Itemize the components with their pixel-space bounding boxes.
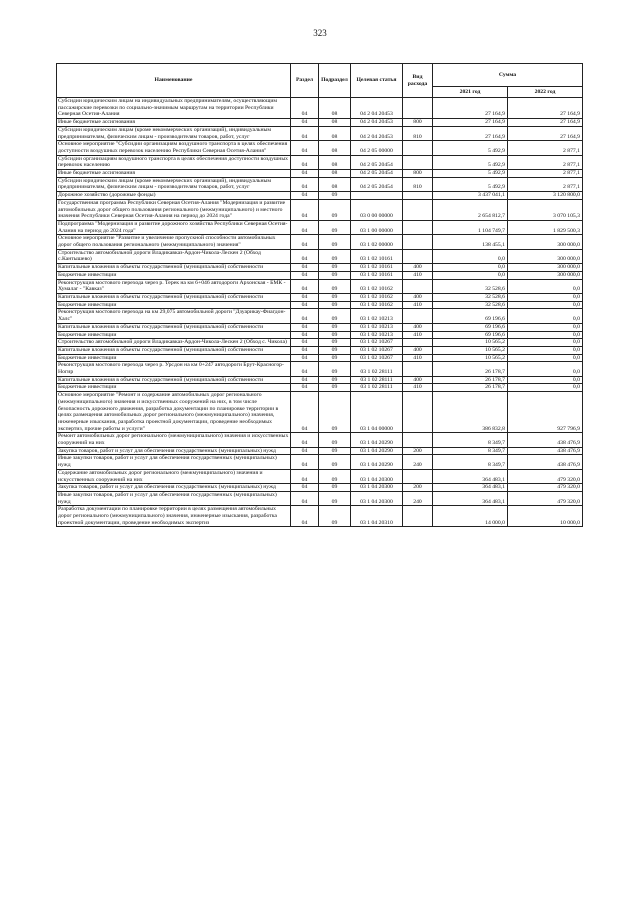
row-sum-2021: 138 455,1 — [433, 235, 508, 249]
row-sum-2021: 5 492,9 — [433, 170, 508, 178]
row-section: 04 — [291, 141, 319, 155]
table-row — [57, 331, 583, 339]
row-sum-2021: 386 832,8 — [433, 392, 508, 433]
row-subsection: 09 — [319, 354, 351, 362]
row-target: 03 1 02 10213 — [351, 331, 403, 339]
row-subsection: 08 — [319, 126, 351, 140]
row-sum-2021: 69 196,6 — [433, 331, 508, 339]
row-subsection: 08 — [319, 177, 351, 191]
row-expense-type: 400 — [403, 264, 433, 272]
row-subsection: 08 — [319, 119, 351, 127]
row-sum-2021: 14 000,0 — [433, 506, 508, 527]
row-section: 04 — [291, 126, 319, 140]
row-sum-2022: 0,0 — [508, 309, 583, 323]
row-section: 04 — [291, 447, 319, 455]
row-sum-2022: 3 120 800,0 — [508, 192, 583, 200]
table-row — [57, 220, 583, 234]
header-sum: Сумма — [433, 64, 583, 87]
row-expense-type: 200 — [403, 447, 433, 455]
row-target: 03 1 02 10213 — [351, 309, 403, 323]
row-expense-type: 410 — [403, 354, 433, 362]
row-subsection: 09 — [319, 192, 351, 200]
row-subsection: 09 — [319, 331, 351, 339]
row-subsection: 09 — [319, 293, 351, 301]
row-name: Строительство автомобильной дороги Владикавказ-Ардон-Чикола-Лескен 2 (Обход с. Чикола) — [57, 339, 291, 347]
row-expense-type: 800 — [403, 119, 433, 127]
row-expense-type — [403, 362, 433, 376]
row-sum-2022: 2 877,1 — [508, 155, 583, 169]
row-sum-2022: 0,0 — [508, 293, 583, 301]
row-expense-type: 410 — [403, 331, 433, 339]
row-sum-2021: 26 178,7 — [433, 376, 508, 384]
row-sum-2021: 10 565,2 — [433, 339, 508, 347]
row-target: 03 1 02 10161 — [351, 249, 403, 263]
row-target: 04 2 04 20453 — [351, 98, 403, 119]
row-expense-type: 810 — [403, 177, 433, 191]
row-sum-2022: 300 000,0 — [508, 249, 583, 263]
row-sum-2021: 27 164,9 — [433, 126, 508, 140]
row-target: 03 1 02 10162 — [351, 279, 403, 293]
row-expense-type — [403, 392, 433, 433]
row-subsection: 09 — [319, 339, 351, 347]
budget-table — [56, 63, 583, 527]
row-section: 04 — [291, 455, 319, 469]
row-sum-2022: 27 164,9 — [508, 119, 583, 127]
row-section: 04 — [291, 177, 319, 191]
row-subsection: 09 — [319, 506, 351, 527]
row-section: 04 — [291, 309, 319, 323]
row-section: 04 — [291, 192, 319, 200]
row-name: Бюджетные инвестиции — [57, 331, 291, 339]
row-target: 03 1 02 10213 — [351, 323, 403, 331]
row-sum-2021: 8 349,7 — [433, 433, 508, 447]
row-expense-type — [403, 309, 433, 323]
table-row — [57, 506, 583, 527]
row-expense-type — [403, 220, 433, 234]
row-sum-2021: 8 349,7 — [433, 455, 508, 469]
row-sum-2022: 1 829 500,3 — [508, 220, 583, 234]
row-expense-type: 240 — [403, 455, 433, 469]
table-row — [57, 155, 583, 169]
table-row — [57, 235, 583, 249]
row-subsection: 09 — [319, 279, 351, 293]
row-sum-2021: 32 528,6 — [433, 301, 508, 309]
row-section: 04 — [291, 392, 319, 433]
row-sum-2021: 32 528,6 — [433, 279, 508, 293]
row-sum-2022: 0,0 — [508, 376, 583, 384]
table-row — [57, 469, 583, 483]
row-expense-type — [403, 235, 433, 249]
row-sum-2021: 5 492,9 — [433, 177, 508, 191]
row-section: 04 — [291, 249, 319, 263]
row-sum-2021: 0,0 — [433, 264, 508, 272]
row-name: Бюджетные инвестиции — [57, 384, 291, 392]
row-name: Капитальные вложения в объекты государственной (муниципальной) собственности — [57, 264, 291, 272]
header-section: Раздел — [291, 64, 319, 98]
row-target: 03 1 02 10162 — [351, 293, 403, 301]
row-section: 04 — [291, 484, 319, 492]
table-row — [57, 392, 583, 433]
row-section: 04 — [291, 98, 319, 119]
row-subsection: 09 — [319, 433, 351, 447]
table-row — [57, 279, 583, 293]
row-expense-type: 400 — [403, 293, 433, 301]
row-subsection: 08 — [319, 141, 351, 155]
table-row — [57, 376, 583, 384]
row-section: 04 — [291, 199, 319, 220]
row-name: Строительство автомобильной дороги Владикавказ-Ардон-Чикола-Лескен 2 (Обход с.Кантышево) — [57, 249, 291, 263]
table-row — [57, 271, 583, 279]
row-expense-type — [403, 98, 433, 119]
row-name: Бюджетные инвестиции — [57, 301, 291, 309]
row-section: 04 — [291, 384, 319, 392]
row-sum-2021: 0,0 — [433, 271, 508, 279]
row-subsection: 09 — [319, 455, 351, 469]
row-sum-2022: 438 476,9 — [508, 433, 583, 447]
table-row — [57, 264, 583, 272]
row-sum-2022: 300 000,0 — [508, 235, 583, 249]
table-row — [57, 346, 583, 354]
row-subsection: 09 — [319, 264, 351, 272]
row-target: 03 1 02 10267 — [351, 339, 403, 347]
row-target: 03 1 04 20300 — [351, 484, 403, 492]
row-subsection: 08 — [319, 155, 351, 169]
row-sum-2022: 0,0 — [508, 331, 583, 339]
row-section: 04 — [291, 220, 319, 234]
row-target: 04 2 04 20453 — [351, 119, 403, 127]
row-section: 04 — [291, 155, 319, 169]
row-expense-type — [403, 199, 433, 220]
table-row — [57, 119, 583, 127]
row-sum-2021: 5 492,9 — [433, 141, 508, 155]
row-section: 04 — [291, 362, 319, 376]
row-section: 04 — [291, 469, 319, 483]
row-name: Бюджетные инвестиции — [57, 354, 291, 362]
row-sum-2021: 27 164,9 — [433, 98, 508, 119]
row-sum-2022: 3 070 105,3 — [508, 199, 583, 220]
table-body — [57, 98, 583, 527]
row-expense-type: 400 — [403, 323, 433, 331]
row-expense-type: 410 — [403, 271, 433, 279]
header-subsection: Подраздел — [319, 64, 351, 98]
row-section: 04 — [291, 323, 319, 331]
row-target: 03 1 02 10162 — [351, 301, 403, 309]
row-sum-2021: 10 565,2 — [433, 346, 508, 354]
row-sum-2022: 2 877,1 — [508, 141, 583, 155]
row-target: 03 1 04 20290 — [351, 433, 403, 447]
row-sum-2022: 2 877,1 — [508, 177, 583, 191]
row-subsection: 09 — [319, 301, 351, 309]
row-name: Капитальные вложения в объекты государственной (муниципальной) собственности — [57, 346, 291, 354]
table-row — [57, 384, 583, 392]
row-target: 03 1 02 28111 — [351, 362, 403, 376]
row-target: 03 1 04 00000 — [351, 392, 403, 433]
row-sum-2022: 10 000,0 — [508, 506, 583, 527]
row-target — [351, 192, 403, 200]
row-expense-type — [403, 155, 433, 169]
row-sum-2021: 69 196,6 — [433, 323, 508, 331]
table-row — [57, 98, 583, 119]
row-target: 03 1 04 20300 — [351, 469, 403, 483]
row-expense-type: 400 — [403, 346, 433, 354]
row-sum-2022: 27 164,9 — [508, 126, 583, 140]
row-subsection: 09 — [319, 447, 351, 455]
row-section: 04 — [291, 279, 319, 293]
row-name: Основное мероприятие "Развитие и увеличение пропускной способности автомобильных дорог общего пользования регионального (межмуниципального) значения" — [57, 235, 291, 249]
row-sum-2021: 69 196,6 — [433, 309, 508, 323]
table-row — [57, 170, 583, 178]
row-sum-2022: 0,0 — [508, 339, 583, 347]
row-target: 03 1 02 10161 — [351, 264, 403, 272]
row-sum-2022: 0,0 — [508, 301, 583, 309]
row-sum-2022: 300 000,0 — [508, 264, 583, 272]
row-name: Иные закупки товаров, работ и услуг для обеспечения государственных (муниципальных) нужд — [57, 455, 291, 469]
row-sum-2021: 26 178,7 — [433, 362, 508, 376]
table-row — [57, 293, 583, 301]
header-year-2021: 2021 год — [433, 87, 508, 98]
row-sum-2022: 0,0 — [508, 354, 583, 362]
row-sum-2021: 27 164,9 — [433, 119, 508, 127]
row-subsection: 09 — [319, 309, 351, 323]
row-name: Реконструкция мостового перехода на км 29,075 автомобильной дороги "Дзуарикау-Фиагдон-Халс" — [57, 309, 291, 323]
row-name: Субсидии юридическим лицам на индивидуальных предпринимателям, осуществляющим пассажирские перевозки по социально-значимым маршрутам на территории Республики Северная Осетия-Алания — [57, 98, 291, 119]
row-name: Субсидии организациям воздушного транспорта в целях обеспечения доступности воздушных перевозок населению — [57, 155, 291, 169]
row-sum-2022: 0,0 — [508, 346, 583, 354]
row-subsection: 09 — [319, 484, 351, 492]
row-target: 04 2 05 20454 — [351, 155, 403, 169]
row-name: Государственная программа Республики Северная Осетия-Алания "Модернизация и развитие автомобильных дорог общего пользования регионального (межмуниципального) и местного значения Республики Северная Осетия-Алания на период до 2024 года" — [57, 199, 291, 220]
row-sum-2022: 0,0 — [508, 384, 583, 392]
row-subsection: 08 — [319, 170, 351, 178]
table-row — [57, 455, 583, 469]
row-subsection: 09 — [319, 346, 351, 354]
table-row — [57, 447, 583, 455]
table-row — [57, 301, 583, 309]
row-subsection: 09 — [319, 362, 351, 376]
row-target: 03 1 02 28111 — [351, 384, 403, 392]
table-row — [57, 177, 583, 191]
row-name: Ремонт автомобильных дорог регионального (межмуниципального) значения и искусственных сооружений на них — [57, 433, 291, 447]
row-expense-type — [403, 279, 433, 293]
row-sum-2022: 0,0 — [508, 279, 583, 293]
row-section: 04 — [291, 235, 319, 249]
row-name: Капитальные вложения в объекты государственной (муниципальной) собственности — [57, 323, 291, 331]
row-target: 03 1 02 10267 — [351, 346, 403, 354]
row-expense-type: 410 — [403, 301, 433, 309]
table-row — [57, 199, 583, 220]
row-section: 04 — [291, 491, 319, 505]
row-section: 04 — [291, 301, 319, 309]
row-target: 04 2 05 00000 — [351, 141, 403, 155]
row-expense-type — [403, 469, 433, 483]
row-subsection: 09 — [319, 323, 351, 331]
row-section: 04 — [291, 331, 319, 339]
table-row — [57, 309, 583, 323]
row-target: 03 1 04 20290 — [351, 455, 403, 469]
table-row — [57, 192, 583, 200]
row-name: Бюджетные инвестиции — [57, 271, 291, 279]
row-target: 04 2 04 20453 — [351, 126, 403, 140]
row-expense-type — [403, 433, 433, 447]
row-target: 03 1 00 00000 — [351, 220, 403, 234]
row-sum-2021: 0,0 — [433, 249, 508, 263]
row-target: 04 2 05 20454 — [351, 170, 403, 178]
header-year-2022: 2022 год — [508, 87, 583, 98]
row-name: Разработка документации по планировке территории в целях размещения автомобильных дорог регионального (межмуниципального) значения, инженерные изыскания, разработка проектной документации, проведение необходимых экспертиз — [57, 506, 291, 527]
row-section: 04 — [291, 119, 319, 127]
row-sum-2022: 300 000,0 — [508, 271, 583, 279]
row-subsection: 09 — [319, 235, 351, 249]
row-name: Реконструкция мостового перехода через р. Урсдон на км 0+247 автодороги Брут-Красногор-Ногир — [57, 362, 291, 376]
row-sum-2022: 479 320,0 — [508, 484, 583, 492]
table-row — [57, 141, 583, 155]
row-name: Основное мероприятие "Ремонт и содержание автомобильных дорог регионального (межмуниципального) значения и искусственных сооружений на них, в том числе безопасность дорожного движения, разработка документации по планировке территории в целях размещения автомобильных дорог регионального (межмуниципального) значения, инженерные изыскания, разработка проектной документации, проведение необходимых экспертиз, прочие работы и услуги" — [57, 392, 291, 433]
table-row — [57, 249, 583, 263]
row-name: Иные закупки товаров, работ и услуг для обеспечения государственных (муниципальных) нужд — [57, 491, 291, 505]
row-sum-2021: 1 104 749,7 — [433, 220, 508, 234]
row-sum-2022: 927 796,9 — [508, 392, 583, 433]
table-row — [57, 323, 583, 331]
row-name: Дорожное хозяйство (дорожные фонды) — [57, 192, 291, 200]
table-row — [57, 491, 583, 505]
row-sum-2021: 364 483,1 — [433, 491, 508, 505]
row-subsection: 08 — [319, 98, 351, 119]
row-name: Содержание автомобильных дорог регионального (межмуниципального) значения и искусственных сооружений на них — [57, 469, 291, 483]
row-sum-2021: 10 565,2 — [433, 354, 508, 362]
row-sum-2022: 479 320,0 — [508, 469, 583, 483]
header-name: Наименование — [57, 64, 291, 98]
row-sum-2021: 2 654 812,7 — [433, 199, 508, 220]
row-target: 03 0 00 00000 — [351, 199, 403, 220]
row-target: 04 2 05 20454 — [351, 177, 403, 191]
row-expense-type — [403, 249, 433, 263]
table-row — [57, 362, 583, 376]
row-sum-2022: 0,0 — [508, 323, 583, 331]
row-expense-type — [403, 506, 433, 527]
page-number: 323 — [313, 28, 327, 38]
row-expense-type: 400 — [403, 376, 433, 384]
row-sum-2022: 27 164,9 — [508, 98, 583, 119]
row-subsection: 09 — [319, 392, 351, 433]
row-name: Основное мероприятие "Субсидии организациям воздушного транспорта в целях обеспечения доступности воздушных перевозок населению Республики Северная Осетия-Алания" — [57, 141, 291, 155]
row-sum-2022: 0,0 — [508, 362, 583, 376]
header-expense-type: Вид расхода — [403, 64, 433, 98]
row-name: Иные бюджетные ассигнования — [57, 119, 291, 127]
row-section: 04 — [291, 376, 319, 384]
row-sum-2022: 438 476,9 — [508, 447, 583, 455]
row-sum-2021: 8 349,7 — [433, 447, 508, 455]
row-sum-2021: 26 178,7 — [433, 384, 508, 392]
table-row — [57, 484, 583, 492]
row-expense-type — [403, 141, 433, 155]
row-expense-type: 810 — [403, 126, 433, 140]
row-target: 03 1 04 20290 — [351, 447, 403, 455]
row-section: 04 — [291, 506, 319, 527]
row-section: 04 — [291, 170, 319, 178]
table-row — [57, 126, 583, 140]
row-target: 03 1 04 20310 — [351, 506, 403, 527]
table-row — [57, 354, 583, 362]
row-name: Иные бюджетные ассигнования — [57, 170, 291, 178]
row-subsection: 09 — [319, 469, 351, 483]
row-sum-2022: 2 877,1 — [508, 170, 583, 178]
row-sum-2021: 32 528,6 — [433, 293, 508, 301]
row-name: Реконструкция мостового перехода через р. Терек на км 6+046 автодороги Архонская - БМК - Хумалаг - "Кавказ" — [57, 279, 291, 293]
row-name: Субсидии юридическим лицам (кроме некоммерческих организаций), индивидуальным предпринимателям, физическим лицам - производителям товаров, работ, услуг — [57, 177, 291, 191]
row-subsection: 09 — [319, 491, 351, 505]
row-sum-2022: 438 476,9 — [508, 455, 583, 469]
row-target: 03 1 02 00000 — [351, 235, 403, 249]
row-target: 03 1 02 10267 — [351, 354, 403, 362]
row-name: Подпрограмма "Модернизация и развитие дорожного хозяйства Республики Северная Осетия-Алания на период до 2024 года" — [57, 220, 291, 234]
row-name: Капитальные вложения в объекты государственной (муниципальной) собственности — [57, 376, 291, 384]
row-section: 04 — [291, 354, 319, 362]
row-section: 04 — [291, 433, 319, 447]
row-target: 03 1 02 28111 — [351, 376, 403, 384]
header-target: Целевая статья — [351, 64, 403, 98]
row-section: 04 — [291, 293, 319, 301]
row-section: 04 — [291, 271, 319, 279]
row-expense-type: 240 — [403, 491, 433, 505]
row-expense-type — [403, 192, 433, 200]
row-sum-2021: 364 483,1 — [433, 469, 508, 483]
row-subsection: 09 — [319, 199, 351, 220]
table-row — [57, 433, 583, 447]
row-expense-type: 200 — [403, 484, 433, 492]
row-target: 03 1 02 10161 — [351, 271, 403, 279]
row-section: 04 — [291, 264, 319, 272]
row-section: 04 — [291, 339, 319, 347]
row-subsection: 09 — [319, 249, 351, 263]
row-section: 04 — [291, 346, 319, 354]
row-subsection: 09 — [319, 384, 351, 392]
table-row — [57, 339, 583, 347]
row-name: Закупка товаров, работ и услуг для обеспечения государственных (муниципальных) нужд — [57, 447, 291, 455]
row-sum-2022: 479 320,0 — [508, 491, 583, 505]
row-sum-2021: 5 492,9 — [433, 155, 508, 169]
row-expense-type — [403, 339, 433, 347]
row-name: Закупка товаров, работ и услуг для обеспечения государственных (муниципальных) нужд — [57, 484, 291, 492]
row-subsection: 09 — [319, 271, 351, 279]
row-name: Капитальные вложения в объекты государственной (муниципальной) собственности — [57, 293, 291, 301]
row-sum-2021: 3 437 041,1 — [433, 192, 508, 200]
row-expense-type: 410 — [403, 384, 433, 392]
row-name: Субсидии юридическим лицам (кроме некоммерческих организаций), индивидуальным предпринимателям, физическим лицам - производителям товаров, работ, услуг — [57, 126, 291, 140]
row-sum-2021: 364 483,1 — [433, 484, 508, 492]
row-expense-type: 800 — [403, 170, 433, 178]
row-subsection: 09 — [319, 376, 351, 384]
row-target: 03 1 04 20300 — [351, 491, 403, 505]
row-subsection: 09 — [319, 220, 351, 234]
